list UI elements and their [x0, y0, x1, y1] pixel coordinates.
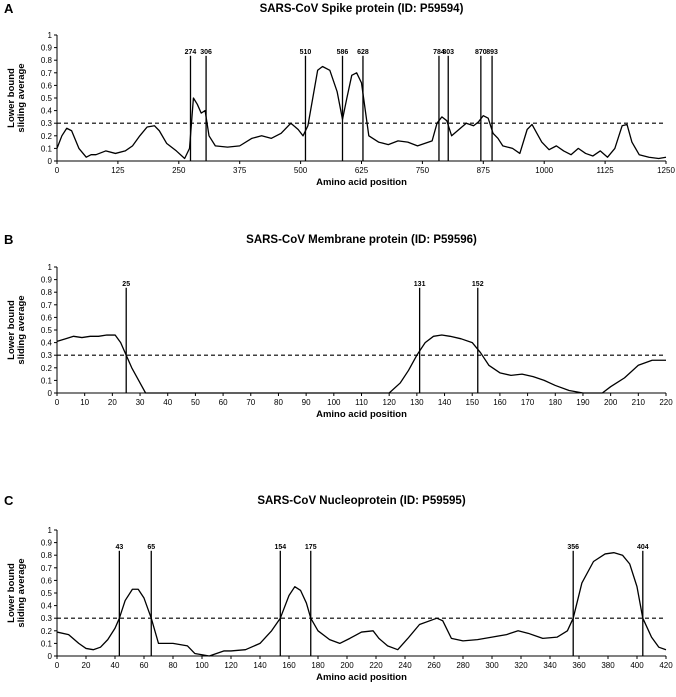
y-tick-label: 0 [47, 652, 52, 661]
y-tick-label: 0.3 [40, 119, 52, 129]
panel-label: C [4, 493, 14, 508]
marker-label: 25 [122, 280, 131, 288]
x-tick-label: 160 [493, 398, 507, 407]
x-tick-label: 360 [572, 661, 586, 670]
x-tick-label: 170 [520, 398, 535, 407]
x-tick-label: 180 [311, 661, 325, 670]
y-axis-label-line-1: Lower bound [6, 300, 17, 360]
chart-title: SARS-CoV Membrane protein (ID: P59596) [246, 234, 477, 246]
x-tick-label: 0 [54, 398, 60, 407]
marker-label: 784 [433, 48, 445, 56]
marker-label: 893 [486, 48, 498, 56]
x-tick-label: 1125 [596, 166, 614, 175]
x-tick-label: 420 [659, 661, 673, 670]
x-tick-label: 750 [415, 166, 430, 175]
y-tick-label: 0.9 [40, 538, 52, 548]
panel-label: A [4, 1, 14, 16]
y-axis-label [6, 63, 27, 132]
x-tick-label: 240 [398, 661, 412, 670]
y-tick-label: 0.9 [40, 43, 52, 53]
y-tick-label: 1 [47, 263, 52, 272]
x-tick-label: 100 [195, 661, 209, 670]
x-tick-label: 125 [111, 166, 125, 175]
marker-label: 175 [304, 543, 317, 551]
y-axis-label-line-1: Lower bound [6, 563, 17, 623]
y-tick-label: 0.4 [40, 601, 52, 611]
x-tick-label: 1250 [657, 166, 675, 175]
y-tick-label: 0.4 [40, 106, 52, 116]
chart-panel-c [4, 493, 673, 683]
x-tick-label: 100 [327, 398, 341, 407]
x-tick-label: 0 [54, 166, 60, 175]
x-tick-label: 130 [410, 398, 424, 407]
y-tick-label: 0.4 [40, 338, 52, 348]
x-tick-label: 340 [543, 661, 557, 670]
x-tick-label: 220 [659, 398, 673, 407]
series-line [57, 335, 666, 393]
x-tick-label: 0 [54, 661, 60, 670]
chart-panel-a [4, 1, 675, 188]
x-tick-label: 200 [340, 661, 354, 670]
x-tick-label: 375 [233, 166, 247, 175]
x-tick-label: 60 [139, 661, 149, 670]
y-tick-label: 0.6 [40, 576, 52, 586]
x-tick-label: 200 [603, 398, 618, 407]
y-tick-label: 0.1 [40, 376, 52, 386]
y-axis-label-line-1: Lower bound [6, 68, 17, 128]
x-tick-label: 280 [456, 661, 470, 670]
x-tick-label: 875 [476, 166, 490, 175]
x-axis-label: Amino acid position [316, 177, 407, 188]
marker-label: 274 [184, 48, 197, 56]
y-tick-label: 0.9 [40, 275, 52, 285]
x-tick-label: 180 [548, 398, 562, 407]
marker-label: 586 [336, 48, 349, 56]
series-line [57, 67, 666, 159]
y-tick-label: 0 [47, 157, 52, 166]
x-tick-label: 260 [427, 661, 441, 670]
x-tick-label: 500 [293, 166, 308, 175]
y-axis-label [6, 558, 27, 627]
y-tick-label: 0.3 [40, 614, 52, 624]
y-tick-label: 0.7 [40, 563, 52, 573]
x-tick-label: 400 [630, 661, 644, 670]
x-tick-label: 140 [253, 661, 267, 670]
marker-label: 803 [442, 48, 455, 56]
marker-label: 152 [471, 280, 484, 288]
x-tick-label: 80 [274, 398, 283, 407]
x-tick-label: 150 [465, 398, 479, 407]
marker-label: 356 [567, 543, 580, 551]
x-axis-label: Amino acid position [316, 409, 407, 420]
marker-label: 870 [475, 48, 487, 56]
y-tick-label: 0.8 [40, 56, 52, 66]
y-axis-label [6, 295, 27, 364]
x-tick-label: 380 [601, 661, 615, 670]
x-tick-label: 625 [354, 166, 369, 175]
marker-label: 43 [115, 543, 124, 551]
y-tick-label: 0 [47, 389, 52, 398]
x-tick-label: 20 [81, 661, 91, 670]
y-tick-label: 0.7 [40, 300, 52, 310]
x-tick-label: 80 [168, 661, 178, 670]
marker-label: 131 [413, 280, 426, 288]
x-tick-label: 50 [190, 398, 200, 407]
y-tick-label: 0.5 [40, 94, 52, 103]
x-tick-label: 140 [437, 398, 452, 407]
y-tick-label: 0.1 [40, 144, 52, 154]
y-tick-label: 0.2 [40, 363, 52, 373]
x-tick-label: 210 [631, 398, 645, 407]
chart-title: SARS-CoV Nucleoprotein (ID: P59595) [257, 495, 466, 507]
y-tick-label: 0.6 [40, 313, 52, 323]
x-tick-label: 320 [514, 661, 528, 670]
y-tick-label: 0.3 [40, 351, 52, 361]
y-tick-label: 0.6 [40, 81, 52, 91]
y-tick-label: 0.2 [40, 626, 52, 636]
y-axis-label-line-2: sliding average [16, 63, 27, 133]
y-axis-label-line-2: sliding average [16, 295, 27, 365]
x-tick-label: 190 [576, 398, 590, 407]
y-tick-label: 1 [47, 31, 52, 40]
x-tick-label: 10 [80, 398, 90, 407]
x-tick-label: 30 [135, 398, 145, 407]
x-tick-label: 250 [172, 166, 186, 175]
marker-label: 510 [299, 48, 312, 56]
y-tick-label: 0.5 [40, 589, 52, 598]
chart-title: SARS-CoV Spike protein (ID: P59594) [259, 3, 464, 15]
x-tick-label: 40 [110, 661, 120, 670]
x-tick-label: 60 [218, 398, 228, 407]
y-tick-label: 0.7 [40, 68, 52, 78]
y-tick-label: 0.2 [40, 131, 52, 141]
marker-label: 306 [200, 48, 212, 56]
y-tick-label: 0.8 [40, 288, 52, 298]
y-tick-label: 0.5 [40, 326, 52, 335]
x-tick-label: 160 [282, 661, 296, 670]
marker-label: 65 [147, 543, 156, 551]
x-tick-label: 1000 [535, 166, 554, 175]
y-tick-label: 0.1 [40, 639, 52, 649]
x-tick-label: 300 [485, 661, 499, 670]
marker-label: 154 [274, 543, 287, 551]
chart-panel-b [4, 232, 673, 420]
x-tick-label: 20 [107, 398, 117, 407]
x-tick-label: 90 [301, 398, 311, 407]
x-tick-label: 70 [246, 398, 256, 407]
marker-label: 628 [357, 48, 369, 56]
panel-label: B [4, 232, 14, 247]
x-axis-label: Amino acid position [316, 672, 407, 683]
series-line [57, 553, 666, 656]
x-tick-label: 40 [163, 398, 173, 407]
x-tick-label: 220 [369, 661, 383, 670]
x-tick-label: 110 [355, 398, 368, 407]
x-tick-label: 120 [224, 661, 238, 670]
y-axis-label-line-2: sliding average [16, 558, 27, 628]
marker-label: 404 [636, 543, 649, 551]
y-tick-label: 0.8 [40, 551, 52, 561]
y-tick-label: 1 [47, 526, 52, 535]
x-tick-label: 120 [382, 398, 396, 407]
